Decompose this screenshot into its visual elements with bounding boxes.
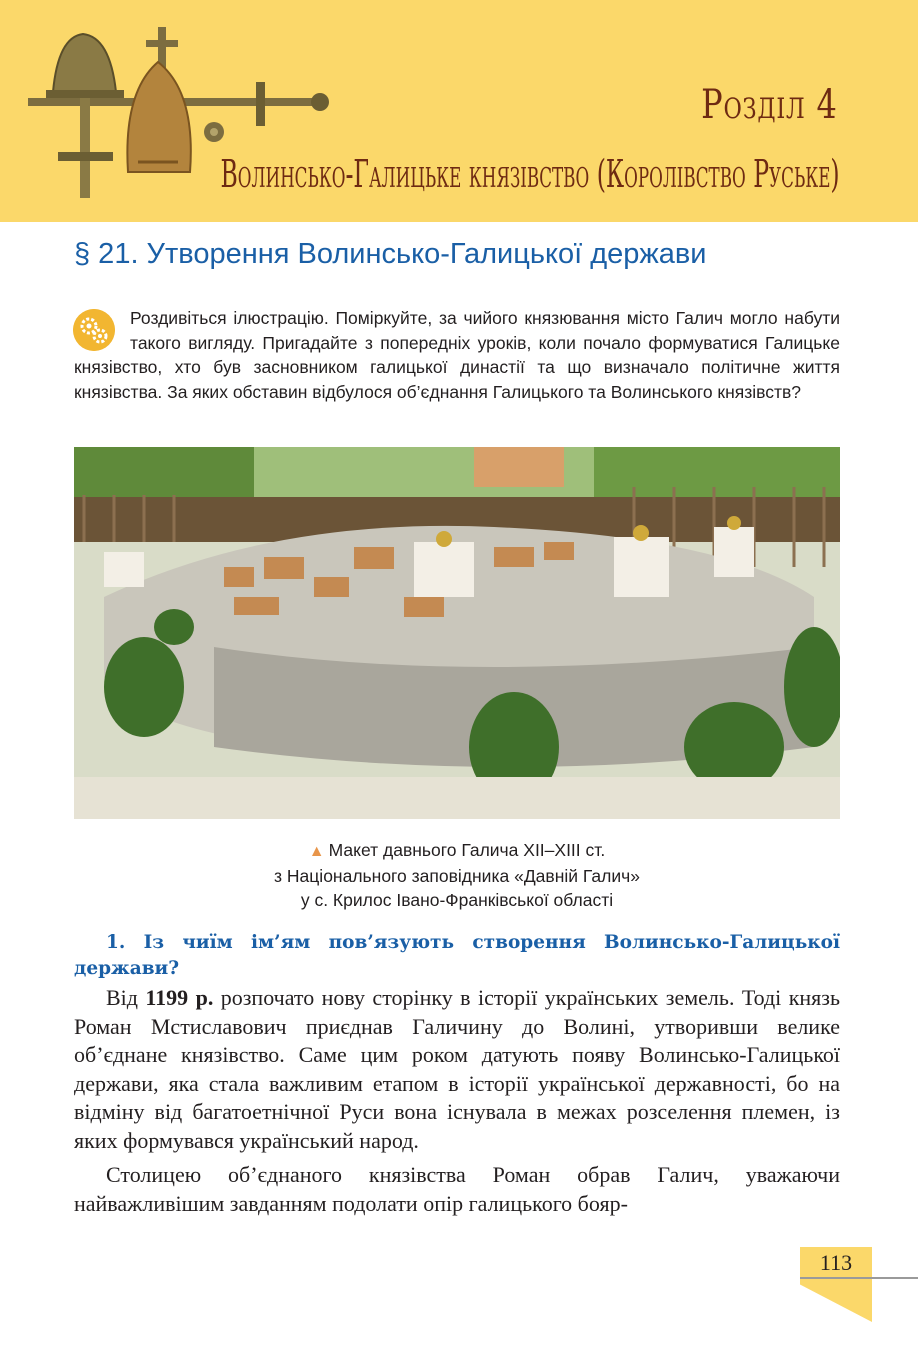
section-title: § 21. Утворення Волинсько-Галицької держави [74,238,707,270]
question-heading [74,930,840,982]
paragraph-1: Від 1199 р. розпочато нову сторінку в історії українських земель. Тоді князь Роман Мстиславович приєднав Галичину до Волині, утворивши велике об’єднане князівство. Саме цим роком датують появу Волинсько-Галицької держави, яка стала важливим етапом в історії української державності, бо на відміну від багатоетнічної Руси вона існувала в межах розселення племен, із яких формувався український народ. [74,985,841,1153]
paragraph-2: Столицею об’єднаного князівства Роман обрав Галич, уважаючи найважливішим завданням подолати опір галицького бояр- [74,1162,840,1216]
chapter-title: Волинсько-Галицьке князівство (Королівство Руське) [220,152,840,196]
chapter-banner [0,0,918,222]
caption-line-2: з Національного заповідника «Давній Галич» [274,866,640,886]
triangle-marker-icon: ▲ [308,843,325,860]
galych-model-photo [74,447,840,819]
figure-caption [74,838,840,912]
question-text: Із чиїм ім’ям пов’язують створення Волинсько-Галицької держави? [74,932,840,979]
intro-text: Роздивіться ілюстрацію. Поміркуйте, за чийого князювання місто Галич могло набути такого вигляду. Пригадайте з попередніх уроків, коли почало формуватися Галицьке князівство, хто був засновником галицької династії та що визначало політичне життя князівства. За яких обставин відбулося об’єднання Галицького та Волинського князівств? [74,308,840,402]
year-highlight: 1199 р. [145,985,214,1010]
caption-line-1: ▲ Макет давнього Галича XII–XIII ст. [308,840,606,860]
question-number: 1. [106,932,126,953]
intro-question [74,306,840,404]
chapter-number: Розділ 4 [701,82,838,128]
page-divider [800,1277,918,1279]
body-text [74,984,840,1218]
caption-line-3: у с. Крилос Івано-Франківської області [300,890,614,910]
page-number: 113 [819,1250,853,1275]
